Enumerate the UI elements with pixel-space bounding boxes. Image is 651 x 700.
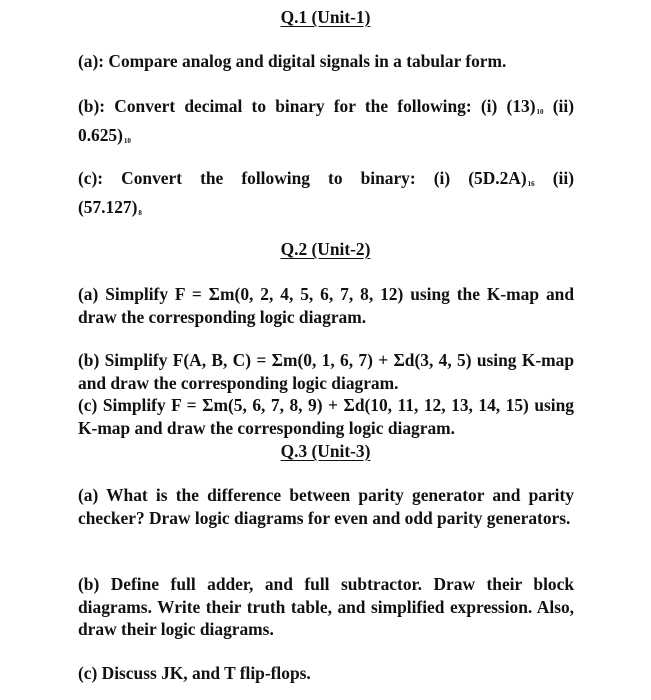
q2-a-text: (a) Simplify F = Σm(0, 2, 4, 5, 6, 7, 8, 12) using the K-map and draw the corresponding logic diagram. <box>78 284 574 327</box>
q2-heading: Q.2 (Unit-2) <box>280 239 371 259</box>
q1-b-sub1: 10 <box>536 108 544 116</box>
q1-b-sub2: 10 <box>123 136 131 145</box>
q1-a-text <box>78 50 574 73</box>
q1-c-sub1: 16 <box>527 180 535 188</box>
q2-b-text: (b) Simplify F(A, B, C) = Σm(0, 1, 6, 7) + Σd(3, 4, 5) using K-map and draw the corresponding logic diagram. <box>78 350 574 393</box>
q1-c-sub2: 8 <box>138 208 142 217</box>
q2-c-text: (c) Simplify F = Σm(5, 6, 7, 8, 9) + Σd(10, 11, 12, 13, 14, 15) using K-map and draw the corresponding logic diagram. <box>78 395 574 438</box>
q1-b-prefix: (b): Convert decimal to binary for the following: (i) (13) <box>78 96 536 116</box>
q1-b-value2: 0.625) <box>78 124 123 145</box>
q3-heading: Q.3 (Unit-3) <box>280 441 371 461</box>
q3-c-text: (c) Discuss JK, and T flip-flops. <box>78 663 311 683</box>
q3-a-text: (a) What is the difference between parity generator and parity checker? Draw logic diagrams for even and odd parity generators. <box>78 485 574 528</box>
q1-c-prefix: (c): Convert the following to binary: (i) (5D.2A) <box>78 168 527 188</box>
q1-b-mid: (ii) <box>552 96 574 116</box>
q1-heading: Q.1 (Unit-1) <box>280 7 371 27</box>
q1-a-label: (a): Compare analog and digital signals in a tabular form. <box>78 51 507 71</box>
q1-c-value2: (57.127) <box>78 196 138 217</box>
q3-b-text: (b) Define full adder, and full subtractor. Draw their block diagrams. Write their truth table, and simplified expression. Also, draw their logic diagrams. <box>78 574 574 639</box>
q1-c-mid: (ii) <box>552 168 574 188</box>
q1-b-text <box>78 95 574 152</box>
q1-c-text <box>78 167 574 224</box>
